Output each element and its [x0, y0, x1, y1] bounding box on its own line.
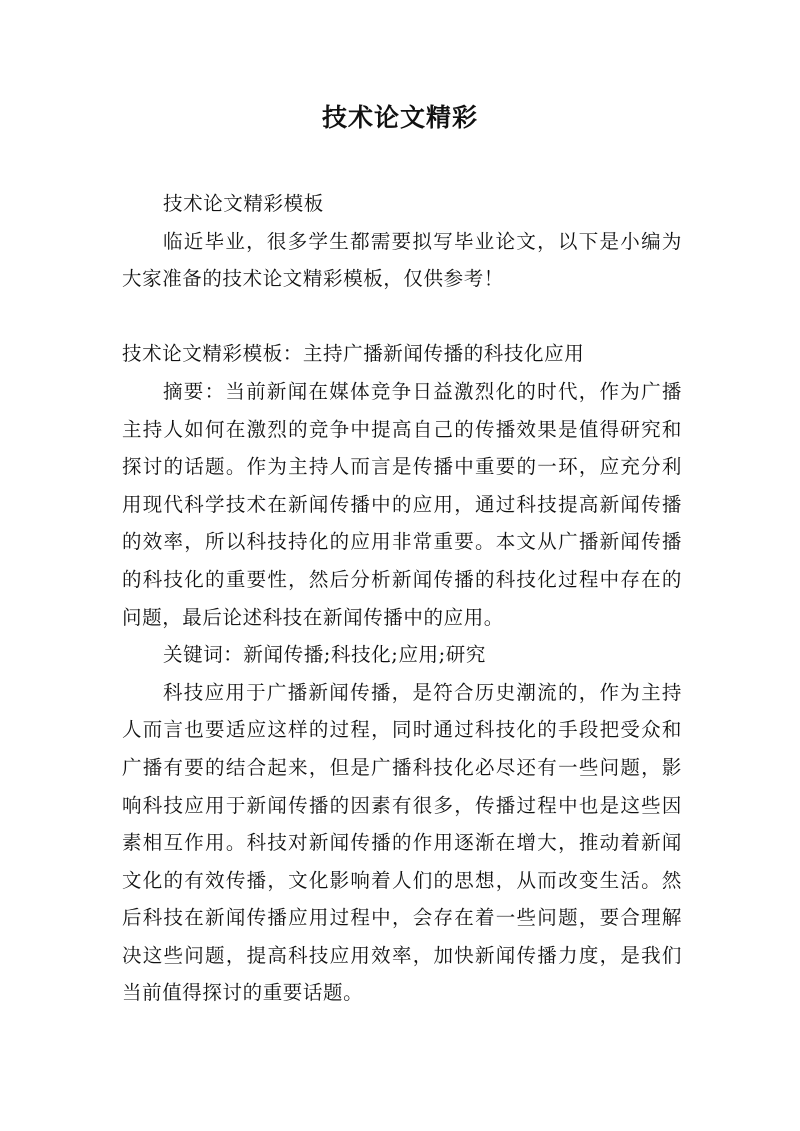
- paragraph-spacer: [122, 298, 682, 336]
- paragraph-abstract: 摘要：当前新闻在媒体竞争日益激烈化的时代，作为广播主持人如何在激烈的竞争中提高自己的传播效果是值得研究和探讨的话题。作为主持人而言是传播中重要的一环，应充分利用现代科学技术在新闻传播中的应用，通过科技提高新闻传播的效率，所以科技持化的应用非常重要。本文从广播新闻传播的科技化的重要性，然后分析新闻传播的科技化过程中存在的问题，最后论述科技在新闻传播中的应用。: [122, 379, 682, 629]
- paper-title: 技术论文精彩模板：主持广播新闻传播的科技化应用: [122, 342, 585, 366]
- paragraph-template-heading: 技术论文精彩模板: [163, 192, 324, 215]
- document-body: [122, 185, 682, 1012]
- paragraph-intro: 临近毕业，很多学生都需要拟写毕业论文，以下是小编为大家准备的技术论文精彩模板，仅供参考！: [122, 229, 682, 291]
- document-title: 技术论文精彩: [321, 103, 478, 132]
- paragraph-keywords: 关键词：新闻传播;科技化;应用;研究: [163, 643, 487, 667]
- paragraph-body: 科技应用于广播新闻传播，是符合历史潮流的，作为主持人而言也要适应这样的过程，同时通过科技化的手段把受众和广播有要的结合起来，但是广播科技化必尽还有一些问题，影响科技应用于新闻传播的因素有很多，传播过程中也是这些因素相互作用。科技对新闻传播的作用逐渐在增大，推动着新闻文化的有效传播，文化影响着人们的思想，从而改变生活。然后科技在新闻传播应用过程中，会存在着一些问题，要合理解决这些问题，提高科技应用效率，加快新闻传播力度，是我们当前值得探讨的重要话题。: [122, 680, 682, 1005]
